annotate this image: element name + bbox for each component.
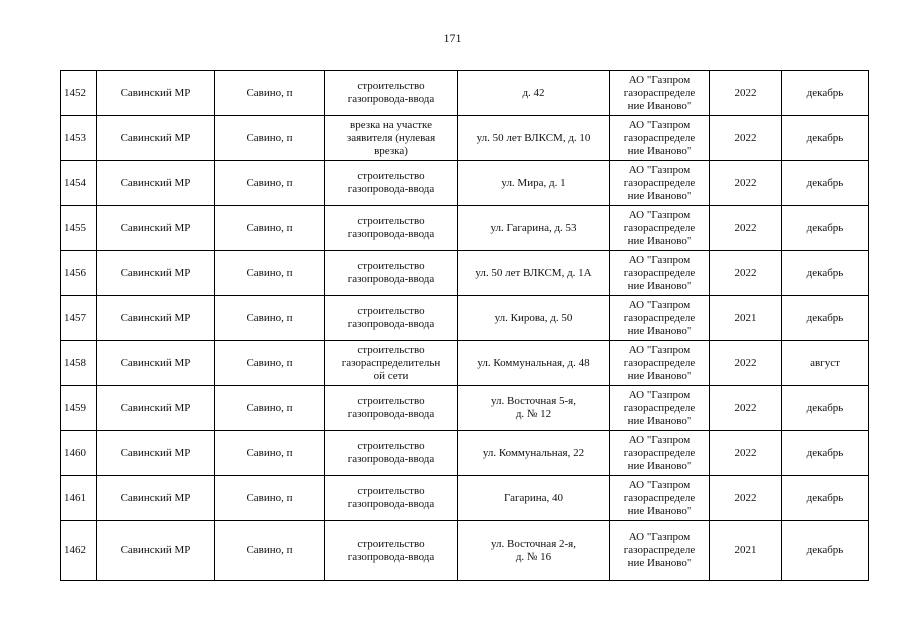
table-row bbox=[61, 476, 869, 521]
month-cell: декабрь bbox=[782, 251, 869, 296]
year-cell: 2021 bbox=[710, 521, 782, 581]
row-number-cell: 1455 bbox=[61, 206, 97, 251]
month-cell: декабрь bbox=[782, 116, 869, 161]
address-cell: д. 42 bbox=[458, 71, 610, 116]
work-type-cell: врезка на участке заявителя (нулевая врезка) bbox=[325, 116, 458, 161]
row-number-cell: 1462 bbox=[61, 521, 97, 581]
row-number-cell: 1456 bbox=[61, 251, 97, 296]
year-cell: 2022 bbox=[710, 386, 782, 431]
organization-cell: АО "Газпром газораспределе ние Иваново" bbox=[610, 521, 710, 581]
settlement-cell: Савино, п bbox=[215, 251, 325, 296]
organization-cell: АО "Газпром газораспределе ние Иваново" bbox=[610, 71, 710, 116]
district-cell: Савинский МР bbox=[97, 476, 215, 521]
settlement-cell: Савино, п bbox=[215, 161, 325, 206]
work-type-cell: строительство газопровода-ввода bbox=[325, 521, 458, 581]
work-type-cell: строительство газораспределительн ой сети bbox=[325, 341, 458, 386]
settlement-cell: Савино, п bbox=[215, 476, 325, 521]
row-number-cell: 1458 bbox=[61, 341, 97, 386]
work-type-cell: строительство газопровода-ввода bbox=[325, 71, 458, 116]
table-body bbox=[61, 71, 869, 581]
work-type-cell: строительство газопровода-ввода bbox=[325, 296, 458, 341]
row-number-cell: 1461 bbox=[61, 476, 97, 521]
row-number-cell: 1453 bbox=[61, 116, 97, 161]
district-cell: Савинский МР bbox=[97, 206, 215, 251]
month-cell: декабрь bbox=[782, 386, 869, 431]
address-cell: ул. Коммунальная, 22 bbox=[458, 431, 610, 476]
month-cell: декабрь bbox=[782, 476, 869, 521]
address-cell: ул. Восточная 5-я, д. № 12 bbox=[458, 386, 610, 431]
organization-cell: АО "Газпром газораспределе ние Иваново" bbox=[610, 341, 710, 386]
address-cell: ул. Гагарина, д. 53 bbox=[458, 206, 610, 251]
month-cell: август bbox=[782, 341, 869, 386]
year-cell: 2022 bbox=[710, 206, 782, 251]
table-row bbox=[61, 251, 869, 296]
settlement-cell: Савино, п bbox=[215, 296, 325, 341]
settlement-cell: Савино, п bbox=[215, 71, 325, 116]
organization-cell: АО "Газпром газораспределе ние Иваново" bbox=[610, 476, 710, 521]
work-type-cell: строительство газопровода-ввода bbox=[325, 206, 458, 251]
address-cell: ул. Восточная 2-я, д. № 16 bbox=[458, 521, 610, 581]
address-cell: Гагарина, 40 bbox=[458, 476, 610, 521]
organization-cell: АО "Газпром газораспределе ние Иваново" bbox=[610, 431, 710, 476]
address-cell: ул. Коммунальная, д. 48 bbox=[458, 341, 610, 386]
settlement-cell: Савино, п bbox=[215, 431, 325, 476]
gasification-table bbox=[60, 70, 869, 581]
organization-cell: АО "Газпром газораспределе ние Иваново" bbox=[610, 116, 710, 161]
district-cell: Савинский МР bbox=[97, 161, 215, 206]
table-row bbox=[61, 296, 869, 341]
address-cell: ул. Кирова, д. 50 bbox=[458, 296, 610, 341]
year-cell: 2022 bbox=[710, 116, 782, 161]
table-row bbox=[61, 206, 869, 251]
year-cell: 2022 bbox=[710, 341, 782, 386]
address-cell: ул. 50 лет ВЛКСМ, д. 10 bbox=[458, 116, 610, 161]
work-type-cell: строительство газопровода-ввода bbox=[325, 161, 458, 206]
table-row bbox=[61, 521, 869, 581]
district-cell: Савинский МР bbox=[97, 251, 215, 296]
settlement-cell: Савино, п bbox=[215, 521, 325, 581]
organization-cell: АО "Газпром газораспределе ние Иваново" bbox=[610, 206, 710, 251]
work-type-cell: строительство газопровода-ввода bbox=[325, 476, 458, 521]
district-cell: Савинский МР bbox=[97, 71, 215, 116]
settlement-cell: Савино, п bbox=[215, 206, 325, 251]
table-row bbox=[61, 341, 869, 386]
district-cell: Савинский МР bbox=[97, 521, 215, 581]
district-cell: Савинский МР bbox=[97, 341, 215, 386]
organization-cell: АО "Газпром газораспределе ние Иваново" bbox=[610, 161, 710, 206]
organization-cell: АО "Газпром газораспределе ние Иваново" bbox=[610, 386, 710, 431]
month-cell: декабрь bbox=[782, 296, 869, 341]
month-cell: декабрь bbox=[782, 71, 869, 116]
table-row bbox=[61, 431, 869, 476]
row-number-cell: 1457 bbox=[61, 296, 97, 341]
row-number-cell: 1459 bbox=[61, 386, 97, 431]
row-number-cell: 1460 bbox=[61, 431, 97, 476]
address-cell: ул. Мира, д. 1 bbox=[458, 161, 610, 206]
month-cell: декабрь bbox=[782, 206, 869, 251]
settlement-cell: Савино, п bbox=[215, 341, 325, 386]
year-cell: 2022 bbox=[710, 161, 782, 206]
row-number-cell: 1454 bbox=[61, 161, 97, 206]
settlement-cell: Савино, п bbox=[215, 116, 325, 161]
month-cell: декабрь bbox=[782, 161, 869, 206]
district-cell: Савинский МР bbox=[97, 431, 215, 476]
address-cell: ул. 50 лет ВЛКСМ, д. 1А bbox=[458, 251, 610, 296]
district-cell: Савинский МР bbox=[97, 296, 215, 341]
table-row bbox=[61, 161, 869, 206]
row-number-cell: 1452 bbox=[61, 71, 97, 116]
year-cell: 2022 bbox=[710, 476, 782, 521]
work-type-cell: строительство газопровода-ввода bbox=[325, 431, 458, 476]
settlement-cell: Савино, п bbox=[215, 386, 325, 431]
organization-cell: АО "Газпром газораспределе ние Иваново" bbox=[610, 296, 710, 341]
year-cell: 2021 bbox=[710, 296, 782, 341]
table-row bbox=[61, 386, 869, 431]
district-cell: Савинский МР bbox=[97, 116, 215, 161]
work-type-cell: строительство газопровода-ввода bbox=[325, 386, 458, 431]
month-cell: декабрь bbox=[782, 521, 869, 581]
month-cell: декабрь bbox=[782, 431, 869, 476]
work-type-cell: строительство газопровода-ввода bbox=[325, 251, 458, 296]
year-cell: 2022 bbox=[710, 251, 782, 296]
year-cell: 2022 bbox=[710, 71, 782, 116]
table-row bbox=[61, 71, 869, 116]
organization-cell: АО "Газпром газораспределе ние Иваново" bbox=[610, 251, 710, 296]
district-cell: Савинский МР bbox=[97, 386, 215, 431]
table-row bbox=[61, 116, 869, 161]
page-number: 171 bbox=[443, 31, 462, 45]
year-cell: 2022 bbox=[710, 431, 782, 476]
